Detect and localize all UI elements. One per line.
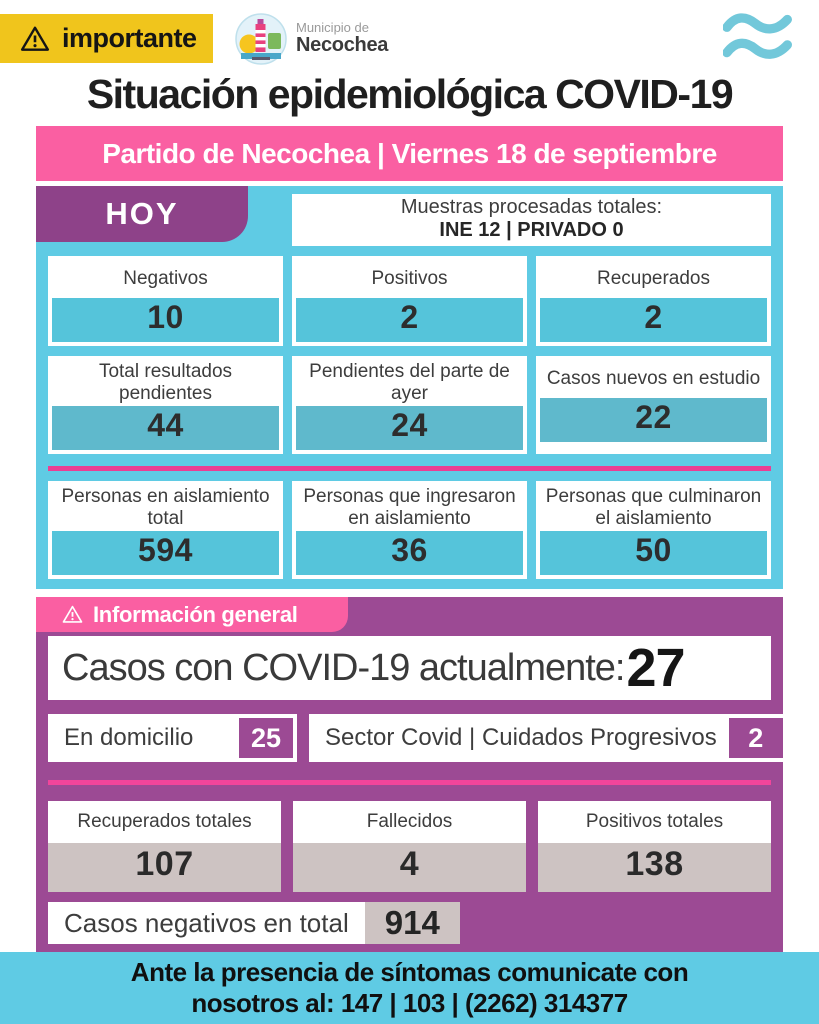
footer-line1: Ante la presencia de síntomas comunicate con xyxy=(130,957,689,988)
total-card-label: Positivos totales xyxy=(585,811,724,833)
stat-card-label: Pendientes del parte de ayer xyxy=(309,361,510,405)
today-cards-row3 xyxy=(48,481,771,579)
samples-values: INE 12 | PRIVADO 0 xyxy=(439,219,624,242)
stat-card-label: Negativos xyxy=(123,268,208,290)
stat-card-label: Personas que ingresaron en aislamiento xyxy=(303,486,516,530)
stat-card-value: 36 xyxy=(296,531,523,575)
info-badge-label: Información general xyxy=(93,601,298,627)
stat-card-value: 2 xyxy=(296,298,523,342)
important-badge xyxy=(0,14,213,63)
stat-card-label: Positivos xyxy=(371,268,448,290)
pink-divider xyxy=(48,780,771,785)
stat-card-negativos xyxy=(48,256,283,346)
footer-line2: nosotros al: 147 | 103 | (2262) 314377 xyxy=(191,988,628,1018)
location-box-domicilio xyxy=(48,714,297,762)
samples-box xyxy=(292,194,771,246)
stat-card-pendientes-ayer xyxy=(292,356,527,454)
stat-card-culminaron-aislamiento xyxy=(536,481,771,579)
today-cards-row2 xyxy=(48,356,771,454)
logo-name: Necochea xyxy=(296,34,389,57)
stat-card-positivos xyxy=(292,256,527,346)
info-badge xyxy=(36,597,348,632)
header xyxy=(0,0,819,64)
stat-card-label: Casos nuevos en estudio xyxy=(546,368,761,390)
stat-card-value: 22 xyxy=(540,398,767,442)
stat-card-label: Recuperados xyxy=(596,268,711,290)
logo-line1: Municipio de xyxy=(296,19,369,35)
stat-card-value: 50 xyxy=(540,531,767,575)
page-title: Situación epidemiológica COVID-19 xyxy=(86,71,733,117)
stat-card-aislamiento-total xyxy=(48,481,283,579)
total-card-value: 138 xyxy=(538,843,771,892)
stat-card-label: Personas en aislamiento total xyxy=(61,486,270,530)
location-label: Sector Covid | Cuidados Progresivos xyxy=(325,724,717,752)
location-value: 2 xyxy=(729,718,783,758)
current-cases-bar xyxy=(48,636,771,700)
waves-icon xyxy=(723,10,801,68)
warning-icon xyxy=(62,604,83,625)
stat-card-casos-nuevos xyxy=(536,356,771,454)
location-box-sector-covid xyxy=(309,714,787,762)
stat-card-value: 10 xyxy=(52,298,279,342)
today-cards-row1 xyxy=(48,256,771,346)
location-value: 25 xyxy=(239,718,293,758)
negatives-label: Casos negativos en total xyxy=(48,902,365,944)
stat-card-ingresaron-aislamiento xyxy=(292,481,527,579)
total-card-fallecidos xyxy=(293,801,526,892)
current-cases-label: Casos con COVID-19 actualmente: xyxy=(62,646,625,689)
stat-card-value: 594 xyxy=(52,531,279,575)
stat-card-label: Personas que culminaron el aislamiento xyxy=(545,486,762,530)
today-panel xyxy=(36,186,783,589)
total-card-recuperados xyxy=(48,801,281,892)
total-card-value: 4 xyxy=(293,843,526,892)
total-card-positivos xyxy=(538,801,771,892)
samples-title: Muestras procesadas totales: xyxy=(400,196,663,219)
stat-card-value: 2 xyxy=(540,298,767,342)
total-card-label: Recuperados totales xyxy=(77,811,252,833)
hoy-badge: HOY xyxy=(36,186,248,242)
total-card-value: 107 xyxy=(48,843,281,892)
stat-card-value: 24 xyxy=(296,406,523,450)
stat-card-label: Total resultados pendientes xyxy=(98,361,233,405)
necochea-emblem-icon xyxy=(235,13,287,65)
stat-card-resultados-pendientes xyxy=(48,356,283,454)
date-banner: Partido de Necochea | Viernes 18 de septiembre xyxy=(36,126,783,181)
totals-row xyxy=(48,801,771,892)
current-cases-value: 27 xyxy=(626,638,685,699)
important-label: importante xyxy=(62,23,197,53)
location-row xyxy=(48,714,771,762)
negatives-value: 914 xyxy=(365,902,460,944)
negatives-bar xyxy=(48,902,771,944)
footer xyxy=(0,952,819,1024)
pink-divider xyxy=(48,466,771,471)
location-label: En domicilio xyxy=(64,724,194,752)
today-panel-header xyxy=(36,186,783,246)
municipality-logo xyxy=(235,13,388,65)
warning-icon xyxy=(20,24,50,54)
total-card-label: Fallecidos xyxy=(366,811,453,833)
stat-card-recuperados xyxy=(536,256,771,346)
logo-text xyxy=(296,21,388,56)
general-panel xyxy=(36,597,783,954)
stat-card-value: 44 xyxy=(52,406,279,450)
